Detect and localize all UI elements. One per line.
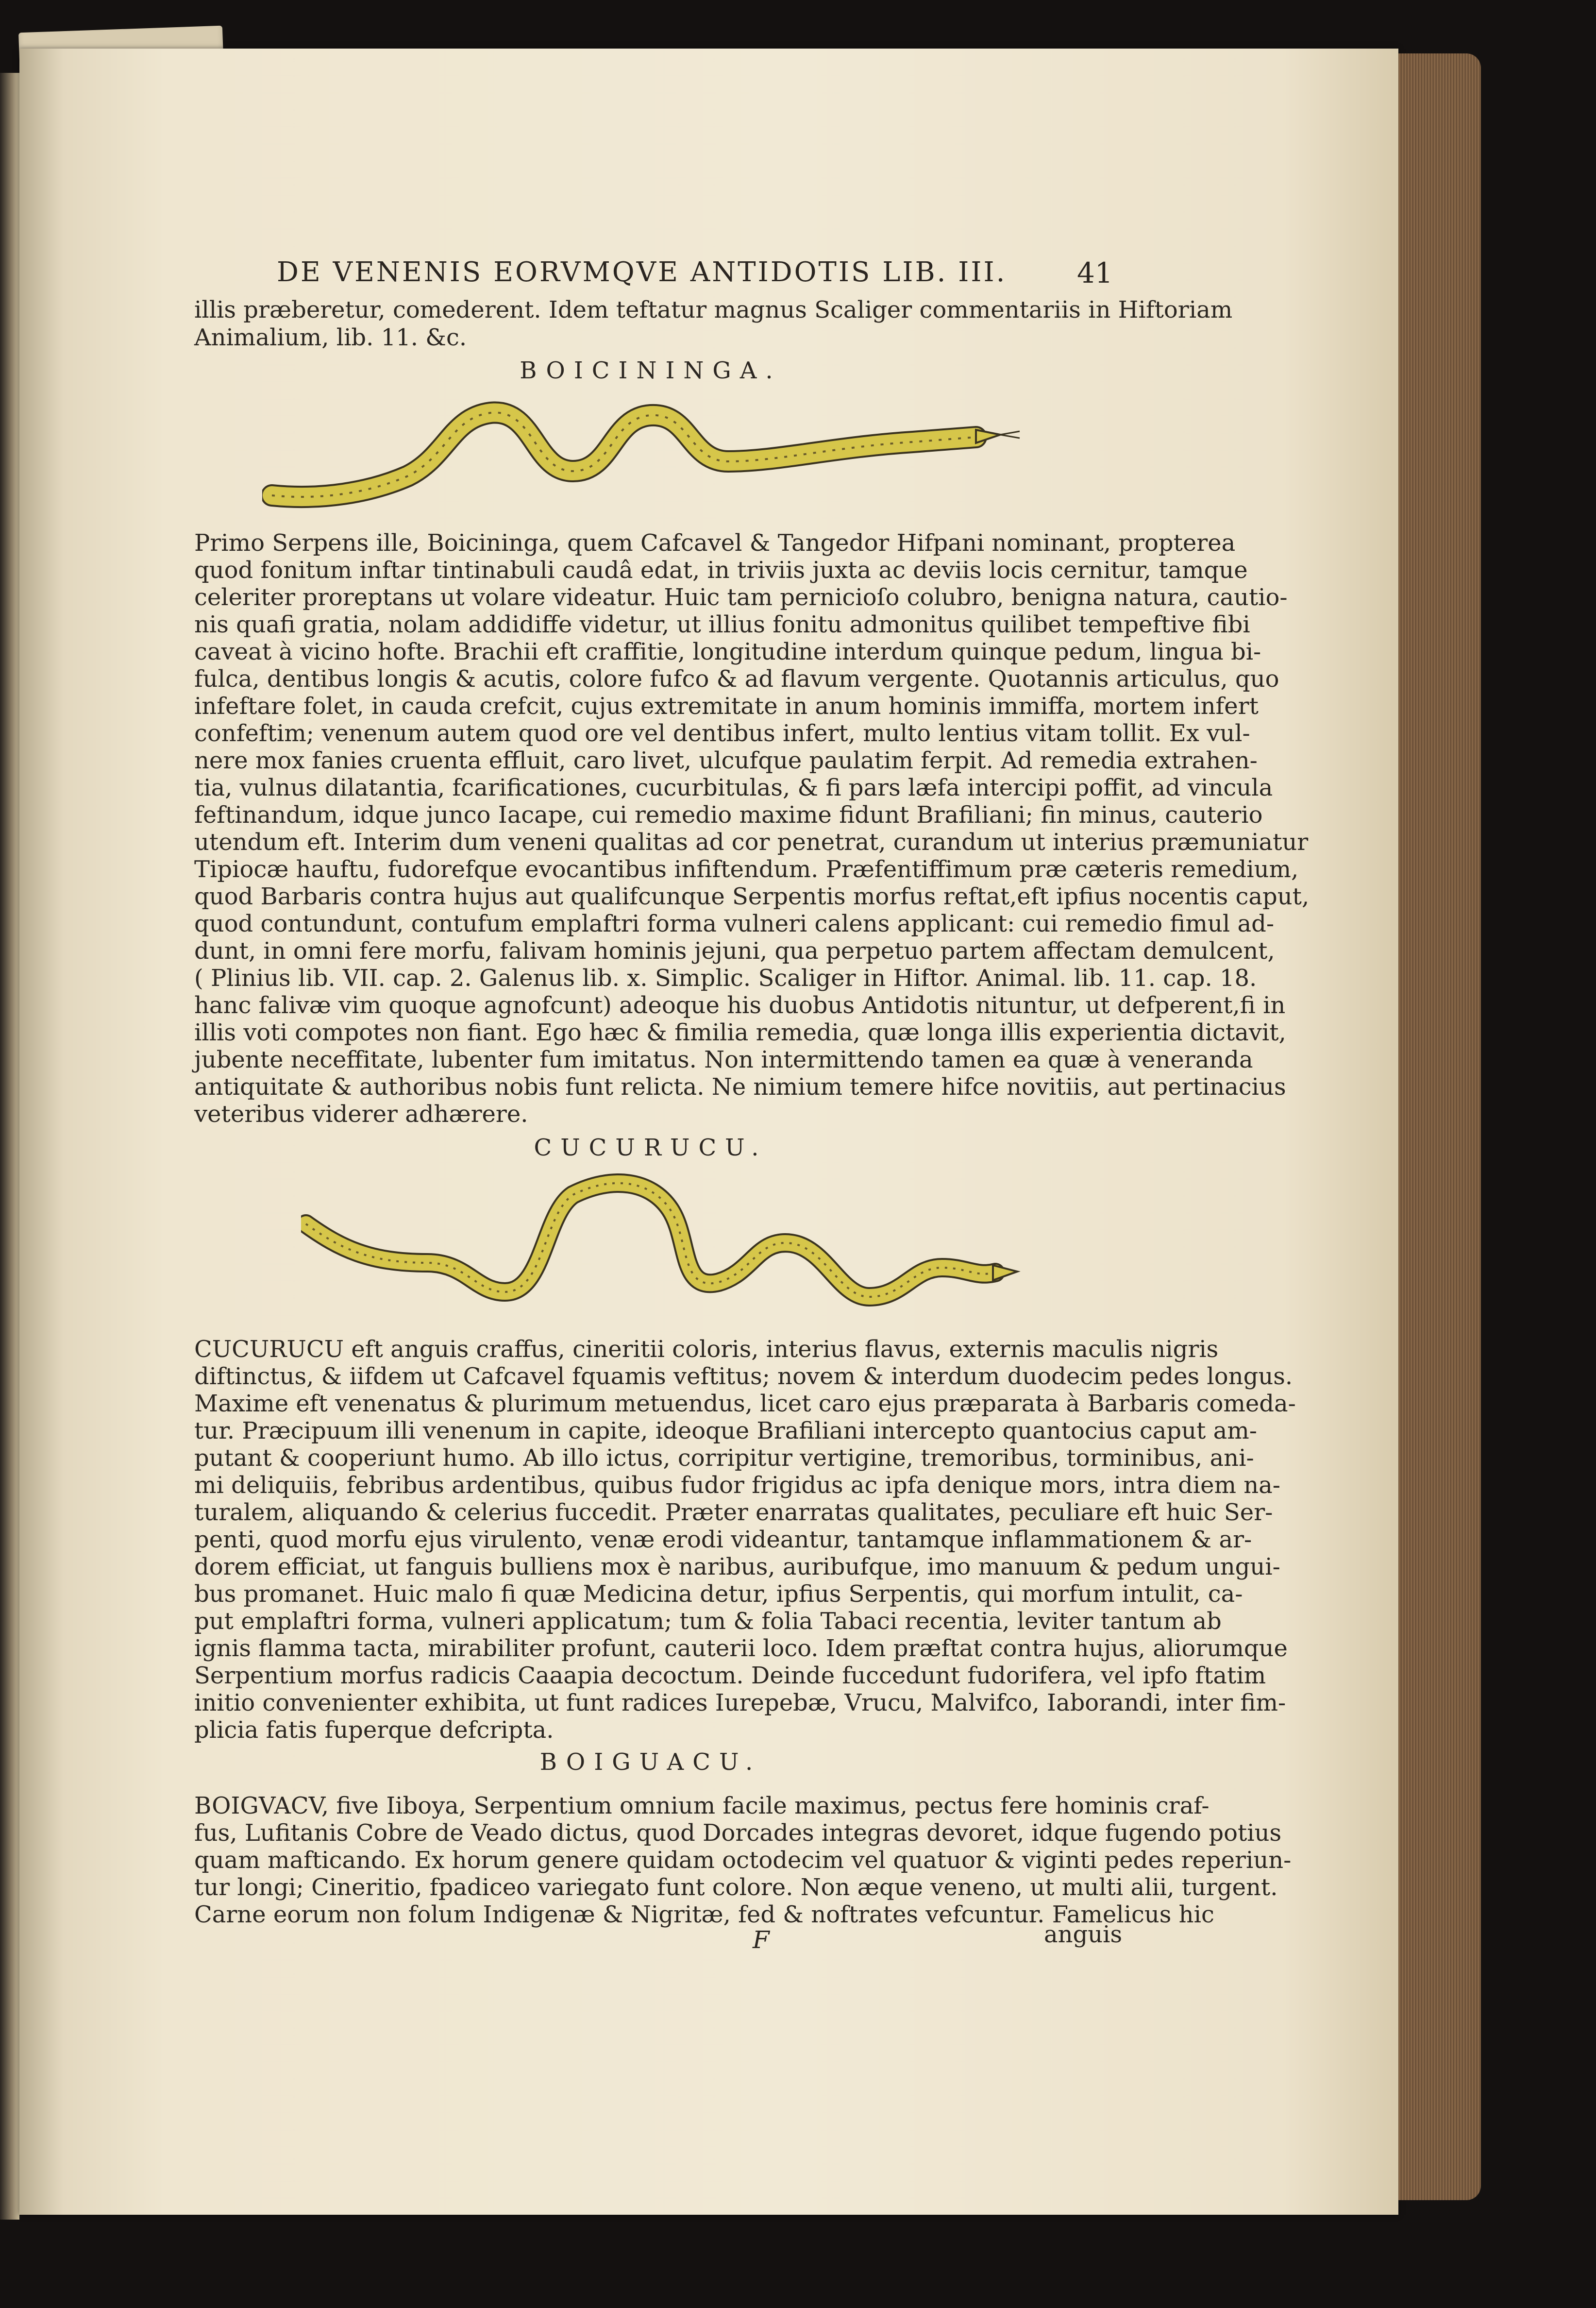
boicininga-line: infeftare folet, in cauda crefcit, cujus extremitate in anum hominis immiffa, mortem infert: [194, 693, 1259, 720]
running-head: DE VENENIS EORVMQVE ANTIDOTIS LIB. III.: [277, 256, 1007, 288]
cucurucu-line: Serpentium morfus radicis Caaapia decoctum. Deinde fuccedunt fudorifera, vel ipfo ftatim: [194, 1662, 1266, 1689]
boicininga-line: utendum eft. Interim dum veneni qualitas ad cor penetrat, curandum ut interius præmuniatur: [194, 829, 1309, 856]
boicininga-line: nis quafi gratia, nolam addidiffe videtur, ut illius fonitu admonitus quilibet tempeftive fibi: [194, 611, 1250, 638]
heading-cucurucu: CUCURUCU.: [534, 1134, 768, 1161]
boicininga-line: feftinandum, idque junco Iacape, cui remedio maxime fidunt Brafiliani; fin minus, cauterio: [194, 801, 1263, 829]
boicininga-line: antiquitate & authoribus nobis funt relicta. Ne nimium temere hifce novitiis, aut pertinacius: [194, 1073, 1286, 1101]
intro-line: Animalium, lib. 11. &c.: [194, 324, 467, 351]
cucurucu-line: diftinctus, & iifdem ut Cafcavel fquamis veftitus; novem & interdum duodecim pedes longus.: [194, 1363, 1293, 1390]
cucurucu-line: CUCURUCU eft anguis craffus, cineritii coloris, interius flavus, externis maculis nigris: [194, 1336, 1219, 1363]
boicininga-line: veteribus viderer adhærere.: [194, 1101, 528, 1128]
boiguacu-line: Carne eorum non folum Indigenæ & Nigritæ, fed & noftrates vefcuntur. Famelicus hic: [194, 1901, 1214, 1928]
cucurucu-line: initio convenienter exhibita, ut funt radices Iurepebæ, Vrucu, Malvifco, Iaborandi, inter fim-: [194, 1689, 1286, 1716]
intro-line: illis præberetur, comederent. Idem teftatur magnus Scaliger commentariis in Hiftoriam: [194, 296, 1233, 323]
boicininga-line: nere mox fanies cruenta effluit, caro livet, ulcufque paulatim ferpit. Ad remedia extrahen-: [194, 747, 1258, 774]
cucurucu-line: tur. Præcipuum illi venenum in capite, ideoque Brafiliani intercepto quantocius caput am-: [194, 1417, 1257, 1444]
boiguacu-line: quam mafticando. Ex horum genere quidam octodecim vel quatuor & viginti pedes reperiun-: [194, 1847, 1292, 1874]
boicininga-snake-illustration: [262, 389, 1039, 515]
cucurucu-line: plicia fatis fuperque defcripta.: [194, 1716, 554, 1744]
boicininga-line: quod contundunt, contufum emplaftri forma vulneri calens applicant: cui remedio fimul ad-: [194, 910, 1275, 937]
cucurucu-line: mi deliquiis, febribus ardentibus, quibus fudor frigidus ac ipfa denique mors, intra diem na-: [194, 1472, 1280, 1499]
boicininga-line: celeriter proreptans ut volare videatur. Huic tam pernicioſo colubro, benigna natura, cautio-: [194, 584, 1288, 611]
cucurucu-line: Maxime eft venenatus & plurimum metuendus, licet caro ejus præparata à Barbaris comeda-: [194, 1390, 1296, 1417]
heading-boicininga: BOICININGA.: [520, 357, 782, 384]
boicininga-line: caveat à vicino hofte. Brachii eft craffitie, longitudine interdum quinque pedum, lingua bi-: [194, 638, 1261, 665]
boiguacu-line: fus, Lufitanis Cobre de Veado dictus, quod Dorcades integras devoret, idque fugendo potius: [194, 1819, 1282, 1847]
cucurucu-line: bus promanet. Huic malo fi quæ Medicina detur, ipfius Serpentis, qui morfum intulit, ca-: [194, 1580, 1243, 1608]
cucurucu-line: putant & cooperiunt humo. Ab illo ictus, corripitur vertigine, tremoribus, torminibus, ani-: [194, 1444, 1254, 1472]
cucurucu-snake-illustration: [301, 1166, 1029, 1326]
boicininga-line: Primo Serpens ille, Boicininga, quem Cafcavel & Tangedor Hifpani nominant, propterea: [194, 529, 1236, 557]
cucurucu-line: dorem efficiat, ut fanguis bulliens mox è naribus, auribufque, imo manuum & pedum ungui-: [194, 1553, 1280, 1580]
signature-mark: F: [753, 1926, 770, 1954]
cucurucu-line: ignis flamma tacta, mirabiliter profunt, cauterii loco. Idem præftat contra hujus, aliorumque: [194, 1635, 1288, 1662]
cucurucu-line: put emplaftri forma, vulneri applicatum; tum & folia Tabaci recentia, leviter tantum ab: [194, 1608, 1222, 1635]
boicininga-line: jubente neceffitate, lubenter fum imitatus. Non intermittendo tamen ea quæ à veneranda: [194, 1046, 1253, 1073]
catchword: anguis: [1044, 1921, 1123, 1948]
boicininga-line: dunt, in omni fere morfu, falivam hominis jejuni, qua perpetuo partem affectam demulcent,: [194, 937, 1275, 965]
boicininga-line: confeftim; venenum autem quod ore vel dentibus infert, multo lentius vitam tollit. Ex vul-: [194, 720, 1250, 747]
boiguacu-line: BOIGVACV, five Iiboya, Serpentium omnium facile maximus, pectus fere hominis craf-: [194, 1792, 1210, 1819]
cucurucu-line: penti, quod morfu ejus virulento, venæ erodi videantur, tantamque inflammationem & ar-: [194, 1526, 1252, 1553]
page-number: 41: [1077, 256, 1113, 289]
boicininga-line: ( Plinius lib. VII. cap. 2. Galenus lib. x. Simplic. Scaliger in Hiftor. Animal. lib. 11. cap. 18.: [194, 965, 1257, 992]
heading-boiguacu: BOIGUACU.: [539, 1748, 762, 1776]
cucurucu-line: turalem, aliquando & celerius fuccedit. Præter enarratas qualitates, peculiare eft huic Ser-: [194, 1499, 1273, 1526]
boicininga-line: quod Barbaris contra hujus aut qualifcunque Serpentis morfus reftat,eft ipfius nocentis caput,: [194, 883, 1310, 910]
boicininga-line: hanc falivæ vim quoque agnofcunt) adeoque his duobus Antidotis nituntur, ut defperent,fi in: [194, 992, 1286, 1019]
boicininga-line: quod fonitum inftar tintinabuli caudâ edat, in triviis juxta ac deviis locis cernitur, tamque: [194, 557, 1248, 584]
boicininga-line: fulca, dentibus longis & acutis, colore fufco & ad flavum vergente. Quotannis articulus, quo: [194, 665, 1279, 693]
boiguacu-line: tur longi; Cineritio, fpadiceo variegato funt colore. Non æque veneno, ut multi alii, turgent.: [194, 1874, 1278, 1901]
boicininga-line: Tipiocæ hauftu, fudorefque evocantibus infiftendum. Præfentiffimum præ cæteris remedium,: [194, 856, 1299, 883]
book-fore-edge: [1398, 53, 1481, 2200]
boicininga-line: illis voti compotes non fiant. Ego hæc & fimilia remedia, quæ longa illis experientia dictavit,: [194, 1019, 1286, 1046]
boicininga-line: tia, vulnus dilatantia, fcarificationes, cucurbitulas, & fi pars læfa intercipi poffit, ad vincula: [194, 774, 1273, 801]
adjacent-page-edge: [0, 73, 19, 2220]
